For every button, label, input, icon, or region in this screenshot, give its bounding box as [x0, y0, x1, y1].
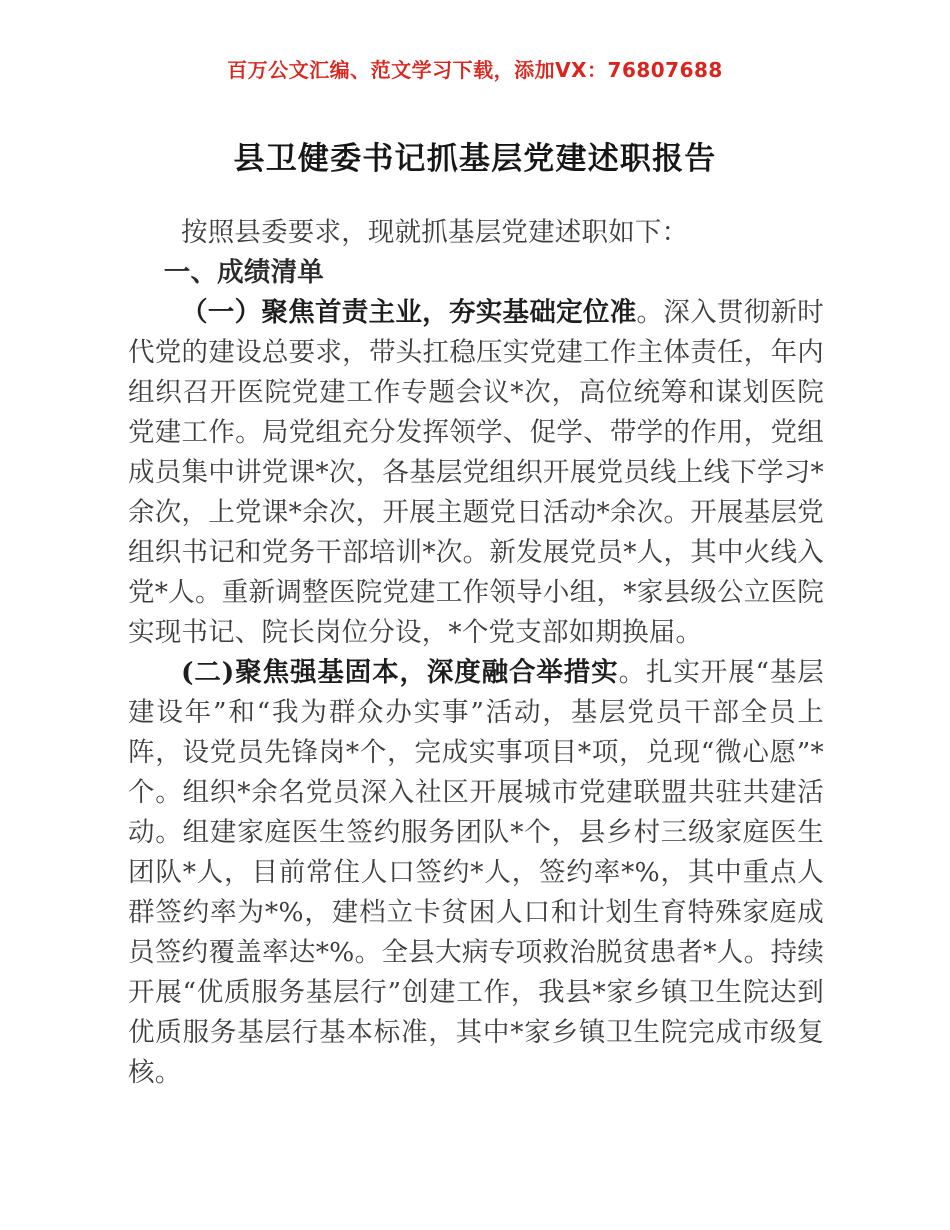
paragraph-one — [128, 293, 824, 653]
paragraph-two — [128, 653, 824, 1093]
page-title: 县卫健委书记抓基层党建述职报告 — [233, 140, 717, 177]
paragraph-two-body: 。扎实开展“基层建设年”和“我为群众办实事”活动，基层党员干部全员上阵，设党员先锋岗*个，完成实事项目*项，兑现“微心愿”*个。组织*余名党员深入社区开展城市党建联盟共驻共建活动。组建家庭医生签约服务团队*个，县乡村三级家庭医生团队*人，目前常住人口签约*人，签约率*%，其中重点人群签约率为*%，建档立卡贫困人口和计划生育特殊家庭成员签约覆盖率达*%。全县大病专项救治脱贫患者*人。持续开展“优质服务基层行”创建工作，我县*家乡镇卫生院达到优质服务基层行基本标准，其中*家乡镇卫生院完成市级复核。 — [128, 657, 824, 1088]
promo-banner-text: 百万公文汇编、范文学习下载，添加VX：76807688 — [227, 58, 723, 82]
section-heading-achievements: 一、成绩清单 — [163, 257, 324, 288]
intro-paragraph: 按照县委要求，现就抓基层党建述职如下： — [181, 217, 689, 248]
paragraph-two-lead: (二)聚焦强基固本，深度融合举措实 — [181, 657, 619, 688]
document-body — [128, 213, 824, 1093]
paragraph-one-body: 。深入贯彻新时代党的建设总要求，带头扛稳压实党建工作主体责任，年内组织召开医院党建工作专题会议*次，高位统筹和谋划医院党建工作。局党组充分发挥领学、促学、带学的作用，党组成员集中讲党课*次，各基层党组织开展党员线上线下学习*余次，上党课*余次，开展主题党日活动*余次。开展基层党组织书记和党务干部培训*次。新发展党员*人，其中火线入党*人。重新调整医院党建工作领导小组，*家县级公立医院实现书记、院长岗位分设，*个党支部如期换届。 — [128, 297, 825, 648]
paragraph-one-lead: （一）聚焦首责主业，夯实基础定位准 — [181, 297, 637, 328]
